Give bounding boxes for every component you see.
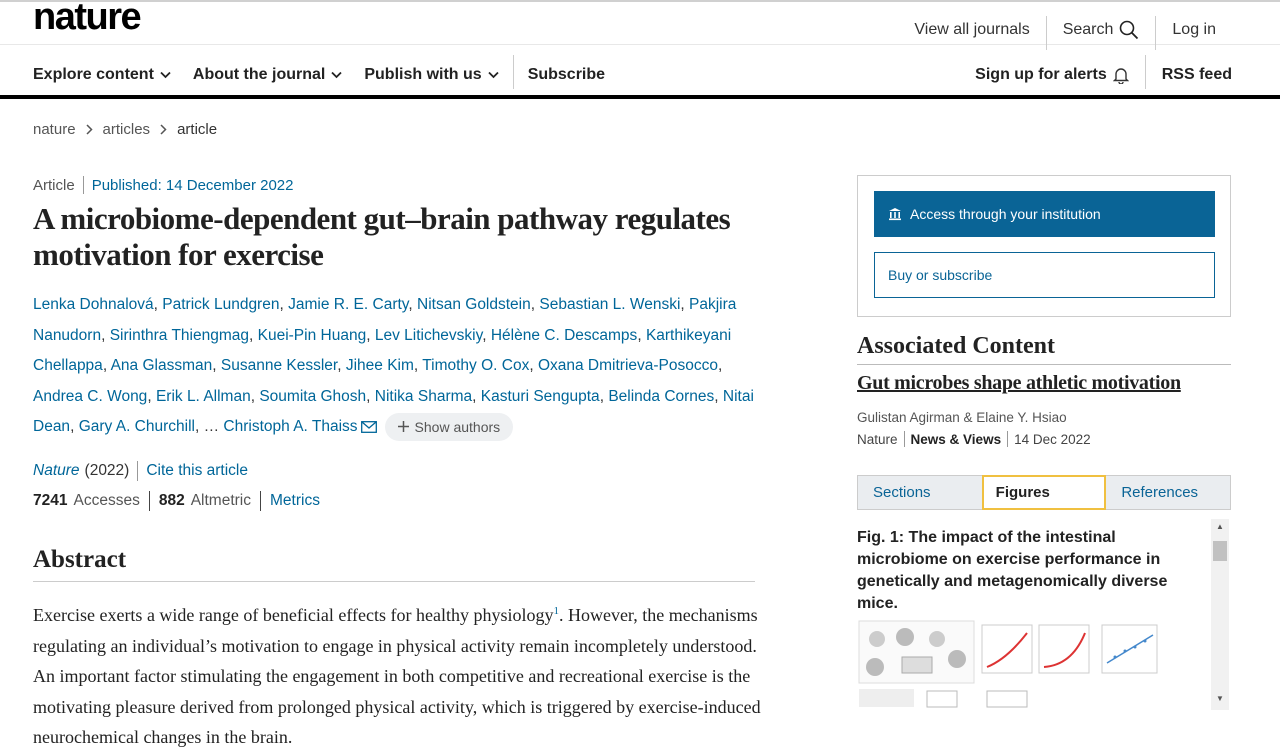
associated-journal: Nature: [857, 431, 898, 447]
content-tabs: [857, 475, 1231, 510]
alerts-link[interactable]: Sign up for alerts: [975, 66, 1129, 84]
author-link[interactable]: Karthikeyani Chellappa: [33, 326, 732, 374]
access-box: [857, 175, 1231, 317]
author-link[interactable]: Christoph A. Thaiss: [223, 418, 358, 435]
tab-sections[interactable]: Sections: [873, 484, 931, 501]
chevron-down-icon: [488, 71, 499, 79]
reference-link[interactable]: 1: [553, 605, 559, 617]
author-link[interactable]: Nitai Dean: [33, 387, 754, 435]
divider: [1007, 431, 1008, 447]
author-links: Lenka Dohnalová, Patrick Lundgren, Jamie R. E. Carty, Nitsan Goldstein, Sebastian L. Wenski, Pakjira Nanudorn, Sirinthra Thiengmag, Kuei-Pin Huang, Lev Litichevskiy, Hélène C. Descamps, Karthikeyani Chellappa, Ana Glassman, Susanne Kessler, Jihee Kim, Timothy O. Cox, Oxana Dmitrieva-Posocco, Andrea C. Wong, Erik L. Allman, Soumita Ghosh, Nitika Sharma, Kasturi Sengupta, Belinda Cornes, Nitai Dean, Gary A. Churchill,: [33, 296, 754, 435]
top-links: [898, 10, 1232, 50]
divider: [149, 491, 150, 511]
author-link[interactable]: Erik L. Allman: [155, 387, 251, 405]
chevron-right-icon: [160, 124, 167, 135]
explore-content-menu[interactable]: Explore content: [33, 66, 171, 84]
author-link[interactable]: Soumita Ghosh: [259, 387, 367, 405]
associated-content-heading: Associated Content: [857, 333, 1231, 365]
figure-caption[interactable]: Fig. 1: The impact of the intestinal microbiome on exercise performance in genetically and metagenomically diverse mice.: [857, 529, 1168, 612]
institution-access-button[interactable]: Access through your institution: [874, 191, 1215, 237]
author-link[interactable]: Hélène C. Descamps: [490, 326, 638, 344]
author-link[interactable]: Sebastian L. Wenski: [539, 296, 681, 313]
author-link[interactable]: Sirinthra Thiengmag: [109, 326, 249, 344]
accesses-label: Accesses: [73, 492, 140, 509]
email-icon[interactable]: [361, 421, 377, 433]
author-link[interactable]: Kasturi Sengupta: [480, 387, 600, 405]
chevron-right-icon: [86, 124, 93, 135]
altmetric-label: Altmetric: [190, 492, 251, 509]
article-meta: [33, 176, 293, 194]
article-title: A microbiome-dependent gut–brain pathway regulates motivation for exercise: [33, 201, 731, 272]
breadcrumb: [33, 121, 217, 138]
divider: [137, 461, 138, 481]
divider: [904, 431, 905, 447]
about-journal-menu[interactable]: About the journal: [193, 66, 342, 84]
altmetric-count: 882: [158, 492, 185, 509]
accesses-count: 7241: [33, 492, 68, 509]
author-link[interactable]: Lenka Dohnalová: [33, 296, 154, 313]
divider: [83, 176, 84, 194]
breadcrumb-home[interactable]: nature: [33, 121, 76, 138]
author-link[interactable]: Jihee Kim: [345, 357, 414, 374]
chevron-down-icon: [331, 71, 342, 79]
author-link[interactable]: Lev Litichevskiy: [374, 326, 483, 344]
journal-line: [33, 461, 248, 481]
tab-references[interactable]: References: [1121, 484, 1199, 501]
scroll-down-icon[interactable]: ▼: [1216, 694, 1224, 703]
scroll-up-icon[interactable]: ▲: [1216, 522, 1224, 531]
rss-feed-link[interactable]: RSS feed: [1161, 66, 1232, 83]
author-link[interactable]: Oxana Dmitrieva-Posocco: [537, 357, 718, 374]
main-nav: [0, 45, 1280, 99]
author-link[interactable]: Patrick Lundgren: [162, 296, 280, 313]
bell-icon: [1113, 66, 1129, 84]
author-link[interactable]: Jamie R. E. Carty: [288, 296, 409, 313]
metrics-link[interactable]: Metrics: [270, 492, 320, 509]
author-link[interactable]: Gary A. Churchill: [78, 418, 195, 435]
show-authors-button[interactable]: Show authors: [385, 413, 514, 441]
institution-icon: [888, 207, 902, 221]
author-ellipsis: …: [203, 418, 220, 435]
abstract-text: Exercise exerts a wide range of beneficial effects for healthy physiology$^1$. However, the mechanisms regulating an individual’s motivation to engage in physical activity remain incompletely understood. An important factor stimulating the engagement in both competitive and recreational exercise is the motivating pleasure derived from prolonged physical activity, which is triggered by exercise-induced neurochemical changes in the brain.: [33, 605, 761, 747]
subscribe-link[interactable]: Subscribe: [527, 66, 606, 83]
divider: [513, 55, 514, 89]
cite-article-link[interactable]: Cite this article: [146, 462, 248, 479]
author-link[interactable]: Nitsan Goldstein: [417, 296, 531, 313]
view-all-journals-link[interactable]: View all journals: [914, 21, 1030, 38]
associated-article-link[interactable]: Gut microbes shape athletic motivation: [857, 372, 1181, 394]
nature-logo[interactable]: nature: [33, 0, 141, 38]
top-bar: [0, 0, 1280, 45]
journal-link[interactable]: Nature: [33, 462, 80, 479]
author-link[interactable]: Timothy O. Cox: [422, 357, 530, 374]
author-link[interactable]: Ana Glassman: [110, 357, 213, 374]
associated-date: 14 Dec 2022: [1014, 431, 1091, 447]
metrics-line: [33, 491, 320, 511]
journal-year: (2022): [84, 462, 130, 479]
figure-thumbnail[interactable]: [857, 619, 1177, 709]
scrollbar-thumb[interactable]: [1213, 541, 1227, 561]
author-link[interactable]: Andrea C. Wong: [33, 387, 148, 405]
publish-menu[interactable]: Publish with us: [364, 66, 498, 84]
associated-type: News & Views: [910, 431, 1002, 447]
associated-meta: [857, 431, 1091, 447]
divider: [260, 491, 261, 511]
author-link[interactable]: Susanne Kessler: [220, 357, 338, 374]
figures-panel: [857, 517, 1231, 710]
published-date-link[interactable]: Published: 14 December 2022: [91, 176, 294, 194]
breadcrumb-current: article: [177, 121, 218, 138]
plus-icon: [398, 421, 409, 432]
author-link[interactable]: Pakjira Nanudorn: [33, 296, 737, 344]
buy-subscribe-button[interactable]: Buy or subscribe: [874, 252, 1215, 298]
author-link[interactable]: Belinda Cornes: [608, 387, 715, 405]
article-type: Article: [33, 176, 75, 194]
search-button[interactable]: Search: [1047, 19, 1156, 41]
author-link[interactable]: Nitika Sharma: [374, 387, 473, 405]
divider: [1145, 55, 1146, 89]
author-link[interactable]: Kuei-Pin Huang: [257, 326, 367, 344]
figures-scrollbar[interactable]: [1211, 519, 1229, 710]
login-link[interactable]: Log in: [1172, 21, 1216, 38]
author-list: [33, 290, 763, 443]
breadcrumb-articles[interactable]: articles: [102, 121, 151, 138]
chevron-down-icon: [160, 71, 171, 79]
tab-figures[interactable]: Figures: [982, 475, 1107, 510]
search-icon: [1119, 20, 1139, 40]
associated-authors: Gulistan Agirman & Elaine Y. Hsiao: [857, 410, 1067, 425]
abstract-heading: Abstract: [33, 546, 755, 582]
